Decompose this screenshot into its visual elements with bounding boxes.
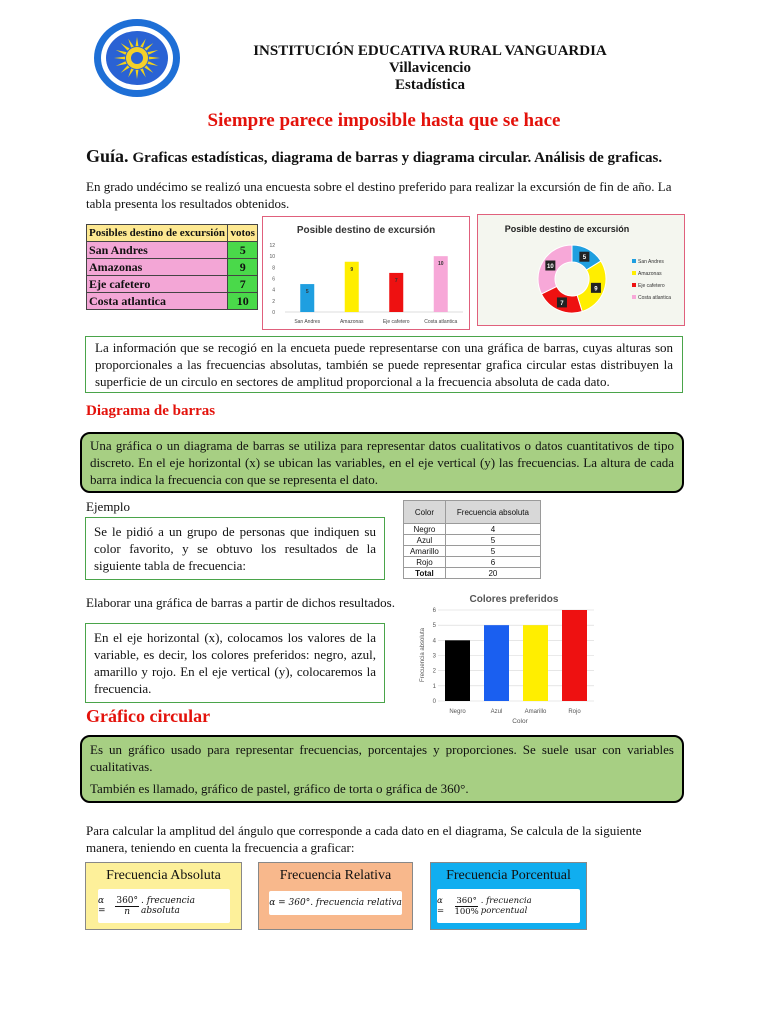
freq-cell-value: 6 [445,557,540,568]
guide-title: Graficas estadísticas, diagrama de barras y diagrama circular. Análisis de graficas. [132,150,663,166]
destination-table [86,224,258,310]
freq-cell-total-label: Total [404,568,446,579]
example-label: Ejemplo [86,499,131,514]
destination-donut-chart-svg [478,215,684,325]
chart-title: Posible destino de excursión [296,225,436,236]
table-cell-votes: 10 [228,293,258,310]
instruction-text: Elaborar una gráfica de barras a partir de dichos resultados. [86,595,395,610]
y-tick-label: 4 [272,287,275,294]
freq-cell-value: 5 [445,535,540,546]
x-tick-label: Amarillo [524,709,547,715]
y-tick-label: 6 [432,608,436,614]
freq-header-abs: Frecuencia absoluta [445,501,540,524]
x-tick-label: Amazonas [339,319,364,325]
freq-cell-value: 4 [445,524,540,535]
y-tick-label: 1 [432,683,436,690]
subject: Estadística [394,77,465,93]
bar [484,625,509,701]
circle-definition-box [80,735,684,803]
destination-bar-chart [262,216,470,330]
bar-definition-text: Una gráfica o un diagrama de barras se utiliza para representar datos cualitativos o datos cuantitativos de tipo discreto. En el eje horizontal (x) se ubican las variables, en el eje vertical (y) las frecuencias. La altura de cada barra indica la frecuencia con que se representa el dato. [90,438,674,487]
example-box [85,517,385,580]
intro-paragraph: En grado undécimo se realizó una encuesta sobre el destino preferido para realizar la excursión de fin de año. La tabla presenta los resultados obtenidos. [86,179,672,211]
x-tick-label: Negro [449,709,466,715]
freq-cell-color: Azul [404,535,446,546]
motto: Siempre parece imposible hasta que se hace [207,110,561,131]
guide-word: Guía. [86,146,129,166]
formula-absolute-expression [98,889,230,923]
bar-data-label: 10 [437,261,444,268]
axis-explanation-box [85,623,385,703]
y-tick-label: 2 [272,298,275,305]
table-cell-destination: Amazonas [87,259,228,276]
institution-name: INSTITUCIÓN EDUCATIVA RURAL VANGUARDIA [253,43,607,59]
table-cell-votes: 5 [228,242,258,259]
table-header-destination: Posibles destino de excursión [87,225,228,242]
example-text: Se le pidió a un grupo de personas que indiquen su color favorito, y se obtuvo los resultados de la siguiente tabla de frecuencia: [94,524,376,573]
freq-cell-color: Rojo [404,557,446,568]
bar-data-label: 7 [394,277,398,284]
bar [445,640,470,701]
freq-cell-color: Amarillo [404,546,446,557]
bar [562,610,587,701]
formula-relative-title: Frecuencia Relativa [279,868,392,883]
section-heading-circle: Gráfico circular [86,706,211,726]
y-tick-label: 12 [269,243,275,249]
info-box-text: La información que se recogió en la encueta puede representarse con una gráfica de barras, cuyas alturas son proporcionales a las frecuencias absolutas, también se puede representar grafica circular estas distribuyen la superficie de un circulo en sectores de amplitud proporcional a la frecuencia absoluta de cada dato. [95,340,673,389]
legend-label: San Andres [638,259,664,265]
formula-percentage-box [430,862,587,930]
x-tick-label: Costa atlantica [424,319,458,325]
formula-numerator: 360° [116,895,139,906]
x-tick-label: Azul [490,709,503,715]
freq-cell-value: 5 [445,546,540,557]
legend-label: Eje cafetero [638,283,665,289]
y-axis-label: Frecuencia absoluta [420,627,426,683]
destination-bar-chart-svg [263,217,469,329]
formula-numerator: 360° [456,895,477,906]
circle-definition-1: Es un gráfico usado para representar frecuencias, porcentajes y proporciones. Se suele usar con variables cualitativas. [90,742,674,774]
x-tick-label: Rojo [568,709,581,715]
table-cell-destination: Eje cafetero [87,276,228,293]
slice-data-label: 9 [594,286,598,293]
formula-lhs: α = 360°. frecuencia relativa [269,898,402,908]
info-box [85,336,683,393]
slice-data-label: 5 [582,255,587,262]
formula-denominator: 100% [454,906,479,917]
table-cell-votes: 9 [228,259,258,276]
destination-donut-chart [477,214,685,326]
y-tick-label: 8 [272,265,275,272]
formula-percentage-expression [437,889,580,923]
y-tick-label: 0 [432,699,436,705]
formula-denominator: n [124,906,131,917]
freq-header-color: Color [404,501,446,524]
chart-title: Posible destino de excursión [504,224,630,234]
freq-cell-total-value: 20 [445,568,540,579]
bar-definition-box [80,432,684,493]
table-cell-destination: San Andres [87,242,228,259]
bar-data-label: 5 [305,289,309,296]
guide-heading [86,146,662,167]
legend-swatch [632,259,636,263]
formula-fraction [454,896,478,917]
city: Villavicencio [389,60,471,76]
slice-data-label: 10 [547,264,554,271]
formula-relative-expression [269,891,402,915]
bar-data-label: 9 [350,266,354,273]
legend-swatch [632,271,636,275]
formula-relative-box [258,862,413,930]
table-cell-votes: 7 [228,276,258,293]
legend-swatch [632,295,636,299]
y-tick-label: 2 [432,668,436,675]
colors-bar-chart [410,590,600,728]
formula-absolute-box [85,862,242,930]
x-tick-label: Eje cafetero [382,319,410,325]
axis-explanation-text: En el eje horizontal (x), colocamos los valores de la variable, es decir, los colores preferidos: negro, azul, amarillo y rojo. En el eje vertical (y), colocaremos la frecuencia. [94,630,376,696]
formula-rhs: . frecuencia porcentual [480,896,532,916]
y-tick-label: 3 [432,653,436,660]
y-tick-label: 5 [432,623,436,630]
formula-lhs: α = [98,896,106,916]
chart-title: Colores preferidos [469,594,559,605]
legend-label: Amazonas [638,271,662,277]
x-axis-label: Color [512,718,528,725]
formula-percentage-title: Frecuencia Porcentual [446,868,571,883]
x-tick-label: San Andres [294,319,321,325]
y-tick-label: 10 [269,254,275,261]
section-heading-bars: Diagrama de barras [86,403,216,419]
y-tick-label: 4 [432,638,436,645]
slice-data-label: 7 [560,300,564,307]
y-tick-label: 6 [272,276,275,283]
y-tick-label: 0 [272,310,275,316]
table-cell-destination: Costa atlantica [87,293,228,310]
freq-cell-color: Negro [404,524,446,535]
formula-lhs: α = [437,896,445,916]
legend-swatch [632,283,636,287]
table-header-votes: votos [228,225,258,242]
calc-text: Para calcular la amplitud del ángulo que corresponde a cada dato en el diagrama, Se calcula de la siguiente manera, teniendo en cuenta la frecuencia a graficar: [86,823,642,855]
circle-definition-2: También es llamado, gráfico de pastel, gráfico de torta o gráfica de 360°. [90,781,469,796]
formula-rhs: . frecuencia absoluta [141,896,195,916]
frequency-table [403,500,541,579]
bar [523,625,548,701]
legend-label: Costa atlantica [638,295,672,301]
formula-fraction [115,896,139,917]
formula-absolute-title: Frecuencia Absoluta [106,868,221,883]
